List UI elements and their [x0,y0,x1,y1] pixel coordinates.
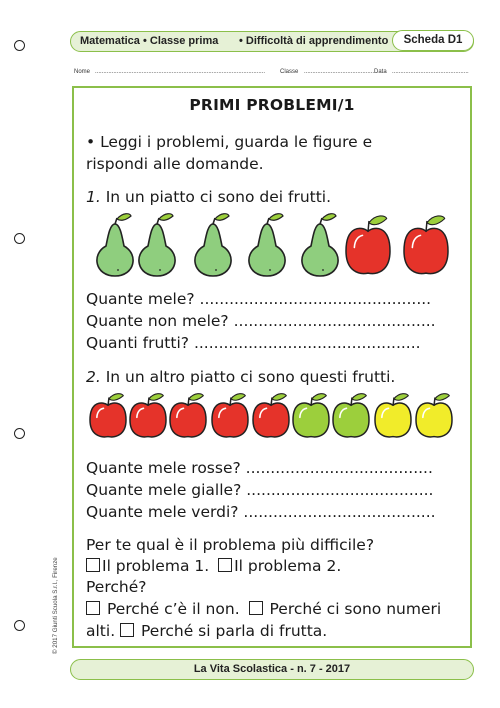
problem-1-text: In un piatto ci sono dei frutti. [100,188,332,206]
page-title: PRIMI PROBLEMI/1 [189,96,355,114]
question-row [86,288,431,310]
binder-hole [14,620,25,631]
checkbox-problem-2[interactable] [218,558,232,572]
checkbox-reason-fruit[interactable] [120,623,134,637]
topic-label: • Difficoltà di apprendimento [239,35,389,47]
reason-numbers-label-cont: alti. [86,622,116,640]
option-row [86,555,341,577]
question-row [86,332,421,354]
class-label: Classe [280,69,299,75]
header-bar [70,31,474,52]
question-row [86,310,436,332]
reason-numbers-label: Perché ci sono numeri [269,600,442,618]
sheet-code: Scheda D1 [392,30,474,51]
answer-dots[interactable]: ....................................... [243,503,436,521]
reason-fruit-label: Perché si parla di frutta. [141,622,328,640]
why-question: Perché? [86,578,147,596]
question-label: Quante non mele? [86,312,229,330]
subject-label: Matematica • Classe prima [80,35,219,47]
problem-2-statement [86,366,395,388]
question-label: Quante mele verdi? [86,503,239,521]
answer-dots[interactable]: .............................................. [193,334,421,352]
question-row [86,457,433,479]
question-label: Quante mele rosse? [86,459,241,477]
name-label: Nome [74,69,91,75]
answer-dots[interactable]: ............................................... [199,290,432,308]
answer-dots[interactable]: ...................................... [246,481,434,499]
problem-1-statement [86,186,331,208]
binder-hole [14,233,25,244]
final-question: Per te qual è il problema più difficile? [86,536,375,554]
option-problem-1-label: Il problema 1. [102,557,210,575]
answer-dots[interactable]: ...................................... [245,459,433,477]
problem-2-text: In un altro piatto ci sono questi frutti. [100,368,396,386]
copyright-note: © 2017 Giunti Scuola S.r.l., Firenze [52,557,59,654]
question-row [86,501,436,523]
name-field[interactable]: ...................................................................................................... [95,69,266,75]
problem-1-number: 1. [86,188,101,206]
class-field[interactable]: .......................................... [304,69,375,75]
checkbox-reason-non[interactable] [86,601,100,615]
checkbox-problem-1[interactable] [86,558,100,572]
reason-non-label: Perché c’è il non. [106,600,240,618]
question-row [86,479,433,501]
question-label: Quante mele? [86,290,195,308]
option-problem-2-label: Il problema 2. [234,557,342,575]
reason-row-2 [86,620,327,642]
question-label: Quanti frutti? [86,334,189,352]
answer-dots[interactable]: ......................................... [233,312,436,330]
footer-bar: La Vita Scolastica - n. 7 - 2017 [70,659,474,680]
binder-hole [14,428,25,439]
problem-2-number: 2. [86,368,101,386]
reason-row [86,598,441,620]
question-label: Quante mele gialle? [86,481,242,499]
binder-hole [14,40,25,51]
date-label: Data [374,69,387,75]
date-field[interactable]: .............................................. [392,69,469,75]
instruction-line-1: • Leggi i problemi, guarda le figure e [86,133,373,151]
instruction-line-2: rispondi alle domande. [86,155,264,173]
checkbox-reason-numbers[interactable] [249,601,263,615]
